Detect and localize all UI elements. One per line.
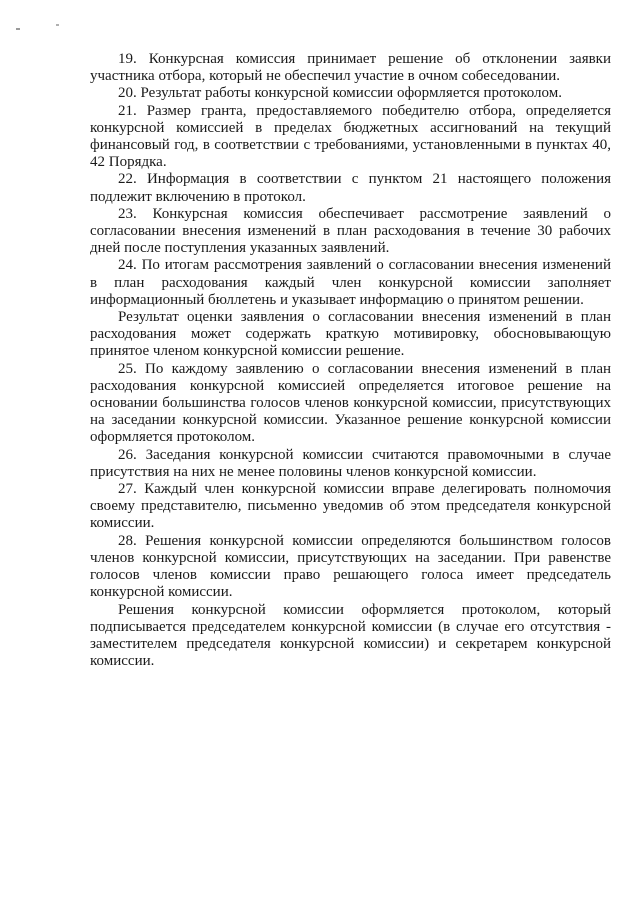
paragraph-item-27: 27. Каждый член конкурсной комиссии вправе делегировать полномочия своему представителю, письменно уведомив об этом председателя конкурсной комиссии. <box>90 481 611 532</box>
paragraph-item-24-continuation: Результат оценки заявления о согласовании внесения изменений в план расходования может содержать краткую мотивировку, обосновывающую принятое членом конкурсной комиссии решение. <box>90 309 611 360</box>
paragraph-item-19: 19. Конкурсная комиссия принимает решение об отклонении заявки участника отбора, который не обеспечил участие в очном собеседовании. <box>90 51 611 85</box>
paragraph-item-26: 26. Заседания конкурсной комиссии считаются правомочными в случае присутствия на них не менее половины членов конкурсной комиссии. <box>90 446 611 480</box>
paragraph-item-24: 24. По итогам рассмотрения заявлений о согласовании внесения изменений в план расходования каждый член конкурсной комиссии заполняет информационный бюллетень и указывает информацию о принятом решении. <box>90 257 611 308</box>
paragraph-item-25: 25. По каждому заявлению о согласовании внесения изменений в план расходования конкурсной комиссией определяется итоговое решение на основании большинства голосов членов конкурсной комиссии, присутствующих на заседании конкурсной комиссии. Указанное решение конкурсной комиссии оформляется протоколом. <box>90 360 611 446</box>
paragraph-item-22: 22. Информация в соответствии с пунктом 21 настоящего положения подлежит включению в протокол. <box>90 171 611 205</box>
paragraph-item-28-continuation: Решения конкурсной комиссии оформляется протоколом, который подписывается председателем конкурсной комиссии (в случае его отсутствия - заместителем председателя конкурсной комиссии) и секретарем конкурсной комиссии. <box>90 601 611 670</box>
paragraph-item-20: 20. Результат работы конкурсной комиссии оформляется протоколом. <box>118 85 562 102</box>
paragraph-item-21: 21. Размер гранта, предоставляемого победителю отбора, определяется конкурсной комиссией в пределах бюджетных ассигнований на текущий финансовый год, в соответствии с требованиями, установленными в пунктах 40, 42 Порядка. <box>90 102 611 171</box>
paragraph-item-28: 28. Решения конкурсной комиссии определяются большинством голосов членов конкурсной комиссии, присутствующих на заседании. При равенстве голосов членов комиссии право решающего голоса имеет председатель конкурсной комиссии. <box>90 532 611 601</box>
document-body <box>90 51 611 670</box>
paragraph-item-23: 23. Конкурсная комиссия обеспечивает рассмотрение заявлений о согласовании внесения изменений в план расходования в течение 30 рабочих дней после поступления указанных заявлений. <box>90 205 611 257</box>
scan-artifact-mark <box>16 28 20 30</box>
scan-artifact-mark <box>56 24 59 26</box>
